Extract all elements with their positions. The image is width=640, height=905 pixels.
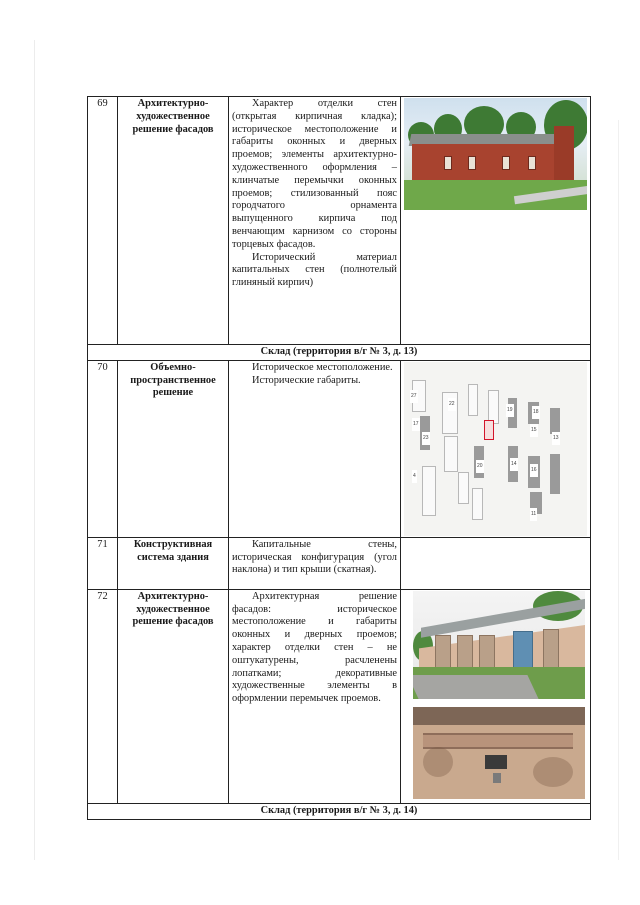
image-cell <box>401 537 591 589</box>
map-label: 18 <box>532 406 540 419</box>
table-row <box>88 589 591 803</box>
element-name: Объемно-пространственное решение <box>118 360 229 537</box>
image-cell <box>401 97 591 345</box>
map-label: 20 <box>476 460 484 473</box>
map-label: 22 <box>448 398 456 411</box>
element-description <box>229 97 401 345</box>
lintel-detail-photo <box>413 707 585 799</box>
row-number: 69 <box>88 97 118 345</box>
scan-edge-left <box>34 40 35 860</box>
map-label: 16 <box>530 464 538 477</box>
map-label: 19 <box>506 404 514 417</box>
table-row <box>88 360 591 537</box>
map-label: 15 <box>530 424 538 437</box>
map-label: 14 <box>510 458 518 471</box>
map-label: 27 <box>410 390 418 403</box>
description-paragraph: Исторический материал капитальных стен (полнотелый глиняный кирпич) <box>232 251 397 289</box>
protected-elements-table <box>87 96 591 820</box>
description-paragraph: Капитальные стены, историческая конфигурация (угол наклона) и тип крыши (скатная). <box>232 538 397 576</box>
map-label: 13 <box>552 432 560 445</box>
table-row <box>88 537 591 589</box>
map-label: 4 <box>412 470 417 483</box>
section-header-row <box>88 803 591 819</box>
element-name: Архитектурно-художественное решение фасадов <box>118 97 229 345</box>
element-description <box>229 589 401 803</box>
element-description <box>229 537 401 589</box>
section-header-row <box>88 345 591 361</box>
image-cell <box>401 360 591 537</box>
description-paragraph: Исторические габариты. <box>252 374 361 386</box>
map-label: 17 <box>412 418 420 431</box>
description-paragraph: Историческое местоположение. <box>252 361 393 373</box>
map-label: 11 <box>530 508 537 521</box>
description-paragraph: Характер отделки стен (открытая кирпичная кладка); историческое местоположение и габариты оконных и дверных проемов; элементы архитектурно-художественного оформления – клинчатые перемычки оконных проемов; стилизованный пояс городчатого орнамента выпущенного кирпича под венчающим карнизом со стороны торцевых фасадов. <box>232 98 397 250</box>
building-photo <box>404 98 587 210</box>
map-label: 23 <box>422 432 430 445</box>
image-cell <box>401 589 591 803</box>
element-name: Конструктивная система здания <box>118 537 229 589</box>
section-title: Склад (территория в/г № 3, д. 14) <box>88 803 591 819</box>
element-name: Архитектурно-художественное решение фасадов <box>118 589 229 803</box>
description-paragraph: Архитектурная решение фасадов: историческое местоположение и габариты оконных и дверных проемов; характер отделки стен – не оштукатурены, расчленены лопатками; декоративные художественные элементы в оформлении перемычек проемов. <box>232 590 397 705</box>
section-title: Склад (территория в/г № 3, д. 13) <box>88 345 591 361</box>
element-description <box>229 360 401 537</box>
scan-edge-right <box>618 120 619 860</box>
building-photo <box>413 591 585 699</box>
row-number: 70 <box>88 360 118 537</box>
row-number: 72 <box>88 589 118 803</box>
table-row <box>88 97 591 345</box>
row-number: 71 <box>88 537 118 589</box>
site-plan-map <box>404 362 587 536</box>
